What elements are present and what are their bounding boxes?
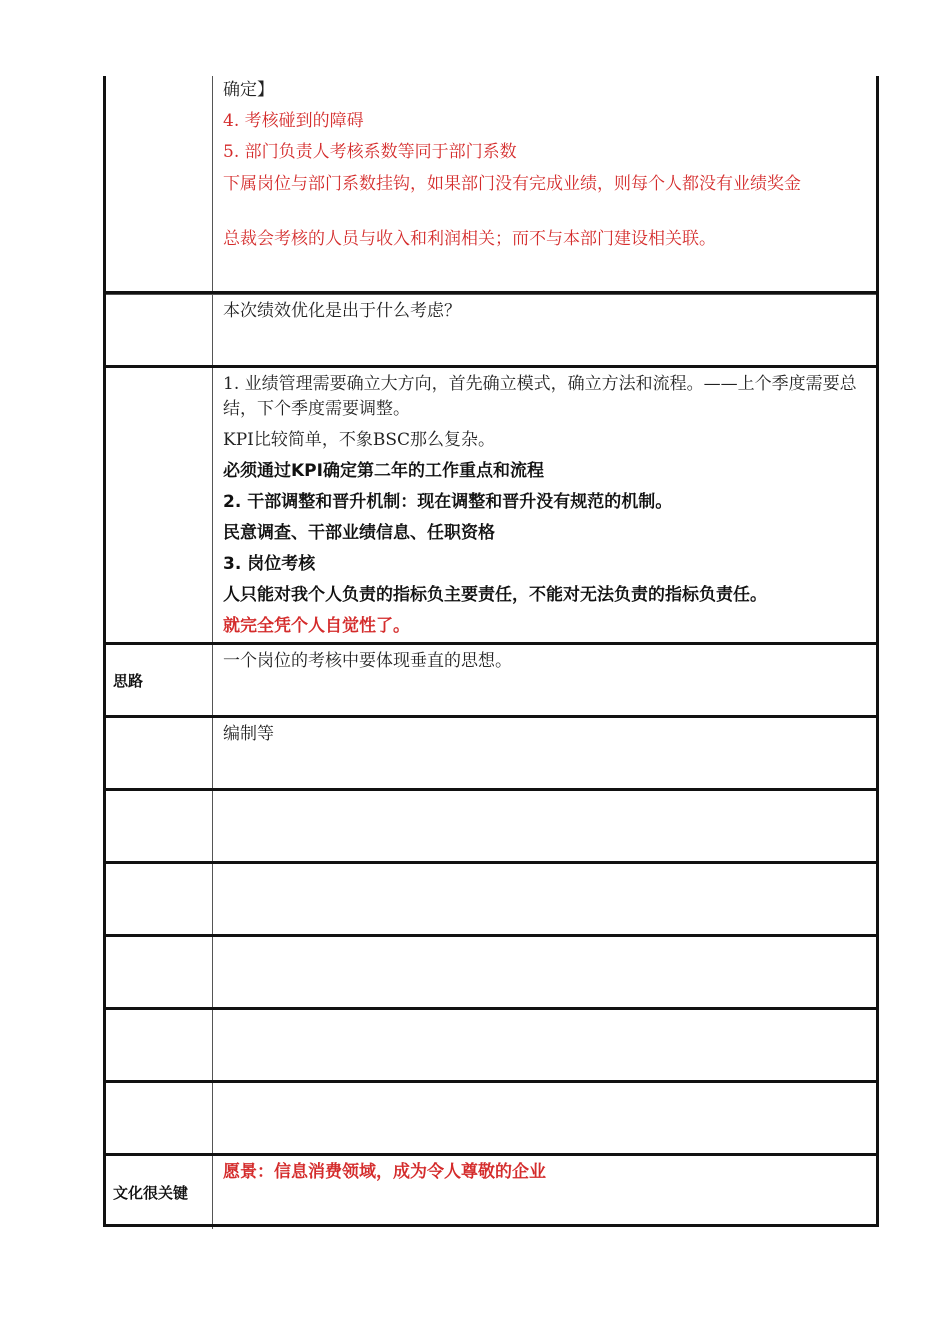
row-content: [213, 864, 879, 934]
text-line: 4. 考核碰到的障碍: [223, 111, 364, 131]
row-label: [103, 791, 213, 861]
row-content: [213, 295, 879, 365]
text-line: 5. 部门负责人考核系数等同于部门系数: [223, 142, 517, 162]
text-line: 人只能对我个人负责的指标负主要责任，不能对无法负责的指标负责任。: [223, 585, 767, 605]
text-line: 必须通过KPI确定第二年的工作重点和流程: [223, 461, 544, 481]
row-content: [213, 1010, 879, 1080]
table-row: [103, 791, 879, 864]
row-content: [213, 1083, 879, 1153]
row-label: [103, 295, 213, 365]
row-label: [103, 937, 213, 1007]
table-row: [103, 937, 879, 1010]
text-line: 编制等: [223, 724, 274, 744]
text-line: 总裁会考核的人员与收入和利润相关；而不与本部门建设相关联。: [223, 229, 716, 249]
table-row: [103, 864, 879, 937]
text-line: 3. 岗位考核: [223, 554, 316, 574]
row-label: [103, 864, 213, 934]
text-line: 1. 业绩管理需要确立大方向，首先确立模式，确立方法和流程。——上个季度需要总结，下个季度需要调整。: [223, 374, 857, 419]
text-line: 2. 干部调整和晋升机制：现在调整和晋升没有规范的机制。: [223, 492, 673, 512]
row-label: 文化很关键: [103, 1156, 213, 1229]
text-line: 愿景：信息消费领域，成为令人尊敬的企业: [223, 1162, 546, 1182]
text-line: 一个岗位的考核中要体现垂直的思想。: [223, 651, 512, 671]
text-line: 民意调查、干部业绩信息、任职资格: [223, 523, 495, 543]
row-content: [213, 937, 879, 1007]
table-row: [103, 718, 879, 791]
table-row: [103, 1083, 879, 1156]
row-content: [213, 1156, 879, 1229]
row-label: [103, 1010, 213, 1080]
table-row: [103, 645, 879, 718]
row-label: [103, 718, 213, 788]
row-content: [213, 76, 879, 291]
document-table: [103, 76, 879, 1229]
row-label: 思路: [103, 645, 213, 715]
table-row: [103, 1010, 879, 1083]
row-label: [103, 1083, 213, 1153]
row-content: [213, 368, 879, 642]
row-content: [213, 791, 879, 861]
text-line: KPI比较简单，不象BSC那么复杂。: [223, 430, 495, 450]
row-label: [103, 368, 213, 642]
table-row: [103, 294, 879, 368]
table-row: [103, 76, 879, 294]
row-label: [103, 76, 213, 291]
row-content: [213, 718, 879, 788]
text-line: 下属岗位与部门系数挂钩，如果部门没有完成业绩，则每个人都没有业绩奖金: [223, 174, 801, 194]
text-line: 确定】: [223, 80, 274, 100]
row-content: [213, 645, 879, 715]
text-line: 本次绩效优化是出于什么考虑？: [223, 301, 461, 321]
text-line: 就完全凭个人自觉性了。: [223, 616, 410, 636]
table-row: [103, 1156, 879, 1229]
table-row: [103, 368, 879, 645]
